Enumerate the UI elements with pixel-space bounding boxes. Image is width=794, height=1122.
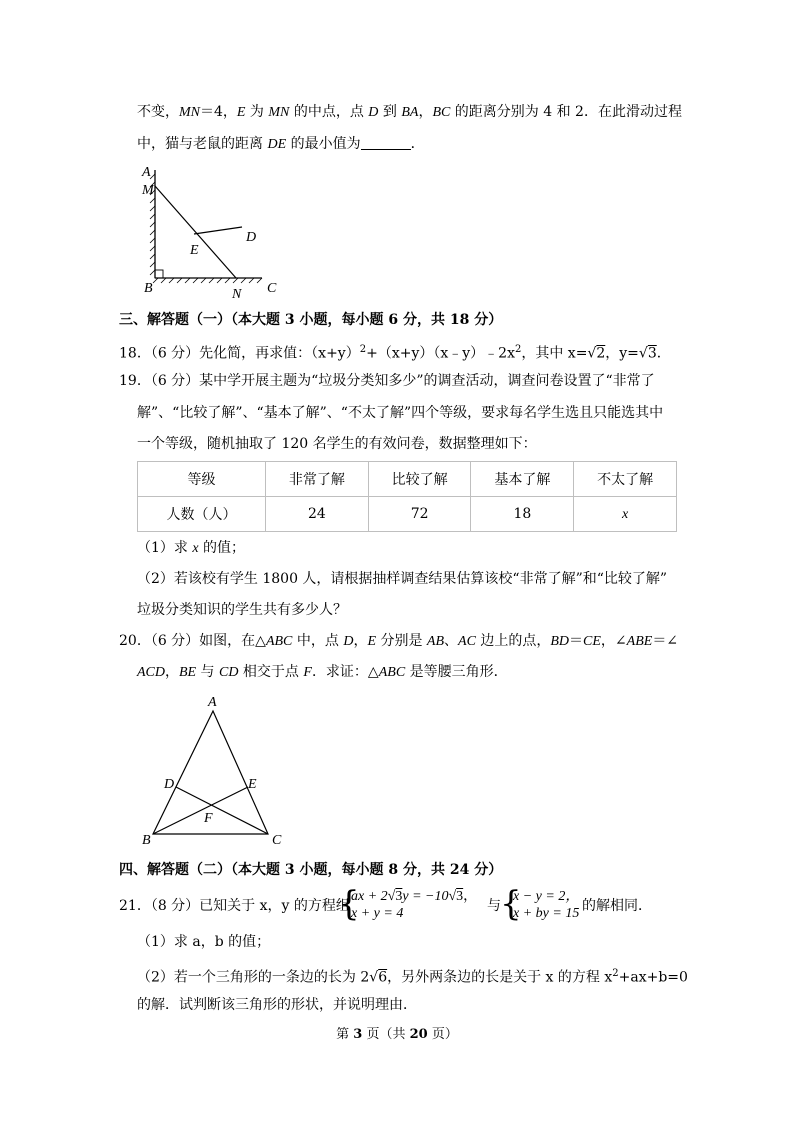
q17-line2: 中，猫与老鼠的距离 DE 的最小值为 ． bbox=[137, 136, 425, 152]
table-cell: x bbox=[574, 497, 677, 532]
system1 bbox=[351, 888, 477, 922]
q19-line1: 19．（6 分）某中学开展主题为“垃圾分类知多少”的调查活动，调查问卷设置了“非常了 bbox=[119, 373, 655, 389]
survey-table bbox=[137, 461, 677, 532]
q21-mid: 与 bbox=[487, 898, 501, 914]
system1-brace: { bbox=[338, 884, 360, 924]
page-footer: 第 3 页（共 20 页） bbox=[336, 1027, 458, 1042]
q19-part1: （1）求 x 的值； bbox=[137, 540, 246, 556]
table-cell: 18 bbox=[471, 497, 574, 532]
table-cell: 人数（人） bbox=[138, 497, 266, 532]
section4-title: 四、解答题（二）（本大题 3 小题，每小题 8 分，共 24 分） bbox=[119, 862, 503, 878]
label-E: E bbox=[248, 777, 257, 792]
q20-line2: ACD，BE 与 CD 相交于点 F．求证：△ABC 是等腰三角形． bbox=[137, 664, 508, 680]
q21-tail: 的解相同． bbox=[582, 898, 652, 914]
label-E: E bbox=[190, 243, 199, 258]
table-header-cell: 基本了解 bbox=[471, 462, 574, 497]
system2-brace: { bbox=[500, 884, 522, 924]
table-header-cell: 等级 bbox=[138, 462, 266, 497]
q21-intro: 21．（8 分）已知关于 x，y 的方程组 bbox=[119, 898, 350, 914]
label-C: C bbox=[272, 833, 282, 848]
table-row bbox=[138, 462, 677, 497]
table-header-cell: 比较了解 bbox=[368, 462, 471, 497]
section3-title: 三、解答题（一）（本大题 3 小题，每小题 6 分，共 18 分） bbox=[119, 312, 503, 328]
label-M: M bbox=[142, 183, 154, 198]
label-F: F bbox=[204, 811, 213, 826]
table-header-cell: 非常了解 bbox=[265, 462, 368, 497]
q20-figure bbox=[136, 692, 296, 852]
page-total: 20 bbox=[409, 1027, 428, 1042]
table-cell: 72 bbox=[368, 497, 471, 532]
system2-eq2: x + by = 15 bbox=[513, 906, 580, 921]
q19-line2: 解”、“比较了解”、“基本了解”、“不太了解”四个等级，要求每名学生选且只能选其中 bbox=[137, 405, 664, 421]
q20-line1: 20．（6 分）如图，在△ABC 中，点 D，E 分别是 AB、AC 边上的点，BD＝CE，∠ABE＝∠ bbox=[119, 633, 679, 649]
system1-eq1: ax + 2√3y = −10√3， bbox=[351, 889, 478, 904]
system2-eq1: x − y = 2， bbox=[513, 889, 580, 904]
label-N: N bbox=[232, 287, 242, 302]
label-A: A bbox=[208, 695, 217, 710]
q18-text: 18．（6 分）先化简，再求值：$(x+y)^2+(x+y)(x﹣y)﹣2x^2$，其中 x=√2，y=√3． bbox=[119, 344, 671, 362]
system2 bbox=[513, 888, 579, 922]
label-A: A bbox=[142, 165, 151, 180]
answer-blank bbox=[361, 135, 411, 150]
q19-part2-line1: （2）若该校有学生 1800 人，请根据抽样调查结果估算该校“非常了解”和“比较了解” bbox=[137, 571, 668, 587]
q17-figure bbox=[138, 160, 288, 305]
label-D: D bbox=[246, 230, 257, 245]
label-D: D bbox=[164, 777, 175, 792]
q19-part2-line2: 垃圾分类知识的学生共有多少人？ bbox=[137, 602, 347, 618]
q21-part2-line1: （2）若一个三角形的一条边的长为 2√6，另外两条边的长是关于 x 的方程 $x^2+ax+b=0$ bbox=[137, 968, 688, 986]
table-cell: 24 bbox=[265, 497, 368, 532]
q19-line3: 一个等级，随机抽取了 120 名学生的有效问卷，数据整理如下： bbox=[137, 436, 537, 452]
label-B: B bbox=[142, 833, 151, 848]
table-header-cell: 不太了解 bbox=[574, 462, 677, 497]
label-B: B bbox=[144, 281, 153, 296]
q17-line1: 不变，MN＝4，E 为 MN 的中点，点 D 到 BA，BC 的距离分别为 4 和 2．在此滑动过程 bbox=[137, 104, 682, 120]
label-C: C bbox=[267, 281, 277, 296]
table-row bbox=[138, 497, 677, 532]
page-number: 3 bbox=[353, 1027, 363, 1042]
q21-part1: （1）求 a，b 的值； bbox=[137, 934, 271, 950]
q21-part2-line2: 的解．试判断该三角形的形状，并说明理由． bbox=[137, 997, 417, 1013]
system1-eq2: x + y = 4 bbox=[351, 906, 404, 921]
